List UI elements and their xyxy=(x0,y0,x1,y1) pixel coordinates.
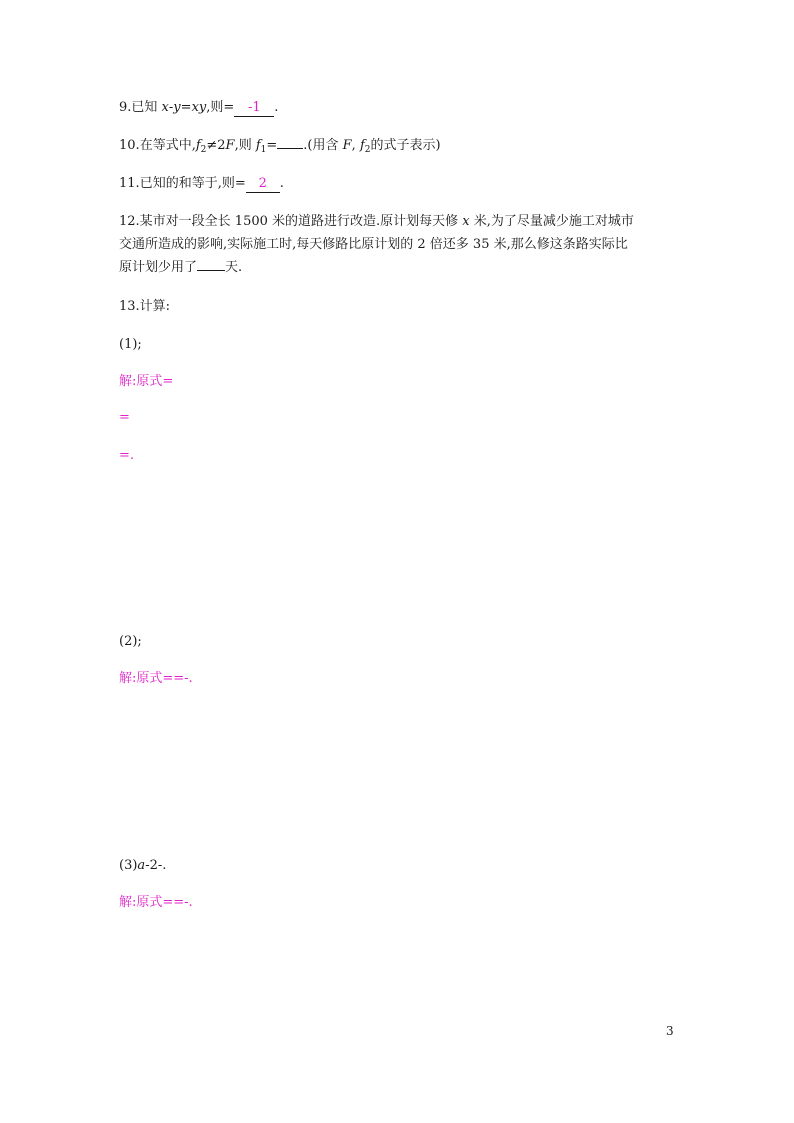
question-13-title: 13.计算: xyxy=(119,299,171,314)
answer-blank xyxy=(197,270,225,271)
part-3-label: (3)a-2-. xyxy=(119,858,167,873)
answer-blank: 2 xyxy=(246,176,280,193)
part-2-solution: 解:原式==-. xyxy=(119,671,193,686)
question-12-line-2: 交通所造成的影响,实际施工时,每天修路比原计划的 2 倍还多 35 米,那么修这条路实际比 xyxy=(119,237,628,252)
page-number: 3 xyxy=(666,1024,674,1038)
answer-blank xyxy=(277,148,303,149)
part-1-solution-line-3: =. xyxy=(119,448,135,463)
part-3-solution: 解:原式==-. xyxy=(119,895,193,910)
question-11: 11.已知的和等于,则= 2 . xyxy=(119,176,284,191)
part-1-solution-line-2: = xyxy=(119,410,130,425)
answer-blank: -1 xyxy=(234,100,274,117)
question-12-line-1: 12.某市对一段全长 1500 米的道路进行改造.原计划每天修 x 米,为了尽量减少施工对城市 xyxy=(119,214,634,229)
question-12-line-3: 原计划少用了 天. xyxy=(119,260,243,275)
question-9: 9.已知 x-y=xy,则= -1 . xyxy=(119,100,279,115)
part-1-solution-line-1: 解:原式= xyxy=(119,374,174,389)
part-1-label: (1); xyxy=(119,337,142,352)
part-2-label: (2); xyxy=(119,634,142,649)
question-10: 10.在等式中$,f_2\ne 2F$,则 $f_1=$ .(用含 F, $f_2$的式子表示) xyxy=(119,138,441,155)
